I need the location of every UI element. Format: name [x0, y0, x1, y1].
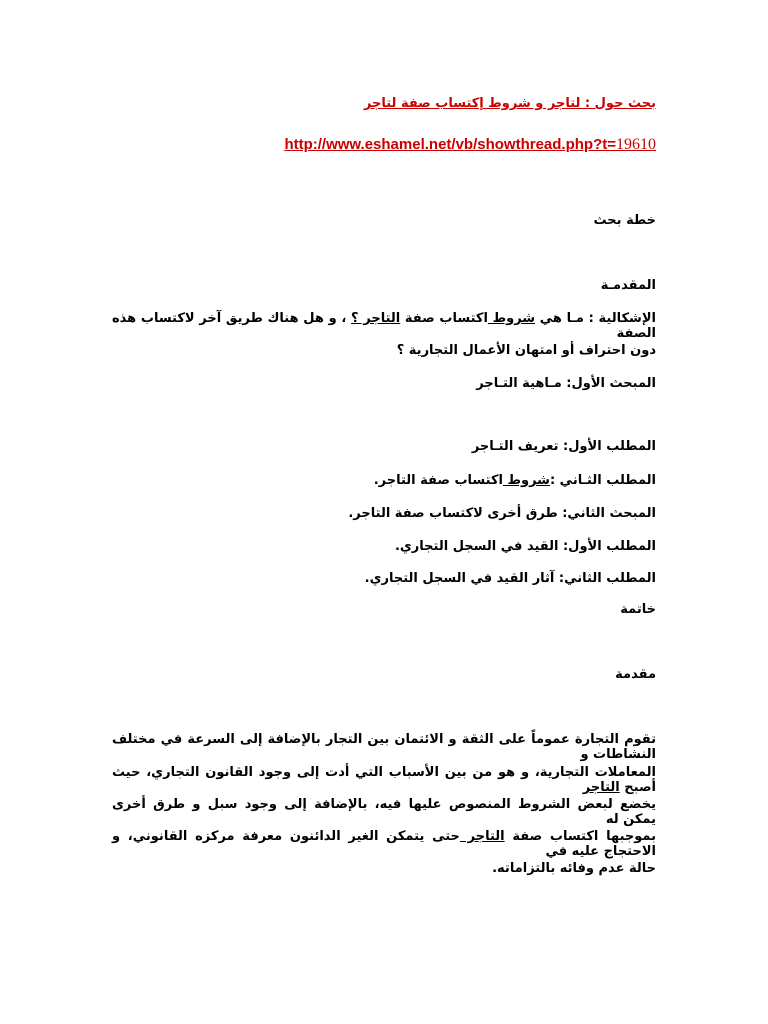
- source-link-number[interactable]: 19610: [616, 136, 656, 153]
- requirement-2-keyword: شروط: [502, 473, 550, 488]
- para-keyword-merchant: التاجر: [582, 780, 620, 795]
- section-1-heading: المبحث الأول: مـاهية التـاجر: [476, 376, 656, 391]
- document-title: بحث حول : لتاجر و شروط إكتساب صفة لتاجر: [363, 96, 656, 111]
- introduction-label: المقدمـة: [600, 278, 656, 293]
- problem-keyword-conditions: شروط: [487, 311, 536, 326]
- intro-heading: مقدمة: [615, 667, 656, 682]
- conclusion-heading: خاتمة: [620, 602, 656, 617]
- intro-paragraph-line3: يخضع لبعض الشروط المنصوص عليها فيه، بالإضافة إلى وجود سبل و طرق أخرى يمكن له: [112, 797, 656, 827]
- plan-heading: خطة بحث: [593, 213, 656, 228]
- source-link-prefix[interactable]: http://www.eshamel.net/vb/showthread.php?t=: [284, 136, 616, 153]
- requirement-2: [374, 473, 656, 488]
- intro-paragraph-line4: [112, 829, 656, 859]
- requirement-3: المطلب الأول: القيد في السجل التجاري.: [394, 539, 656, 554]
- problem-keyword-merchant: التاجر ؟: [351, 311, 401, 326]
- para-line4-text-c: حتى يتمكن الغير الدائنون معرفة مركزه القانوني، و الاحتجاج عليه في: [112, 829, 656, 859]
- para-line4-keyword: التاجر: [459, 829, 505, 844]
- problem-text-c: اكتساب صفة: [400, 311, 488, 326]
- source-link[interactable]: [284, 136, 656, 154]
- requirement-2-label: المطلب الثـاني :: [549, 473, 656, 488]
- para-line2-text: المعاملات التجارية، و هو من بين الأسباب التي أدت إلى وجود القانون التجاري، حيث أصبح: [112, 765, 656, 795]
- problem-statement-line2: دون احتراف أو امتهان الأعمال التجارية ؟: [396, 343, 656, 358]
- problem-statement-line1: [112, 311, 656, 341]
- requirement-1: المطلب الأول: تعريف التـاجر: [471, 439, 656, 454]
- intro-paragraph-line5: حالة عدم وفائه بالتزاماته.: [492, 861, 656, 876]
- section-2-heading: المبحث الثاني: طرق أخرى لاكتساب صفة التاجر.: [348, 506, 656, 521]
- intro-paragraph-line1: تقوم التجارة عموماً على الثقة و الائتمان بين التجار بالإضافة إلى السرعة في مختلف النشاطات و: [112, 732, 656, 762]
- problem-text-e: ، و هل هناك طريق آخر لاكتساب هذه الصفة: [112, 311, 656, 341]
- problem-text-a: الإشكالية : مـا هي: [535, 311, 656, 326]
- requirement-2-text: اكتساب صفة التاجر.: [373, 473, 503, 488]
- intro-paragraph-line2: [112, 765, 656, 795]
- para-line4-text-a: بموجبها اكتساب صفة: [504, 829, 657, 844]
- requirement-4: المطلب الثاني: آثار القيد في السجل التجاري.: [364, 571, 656, 586]
